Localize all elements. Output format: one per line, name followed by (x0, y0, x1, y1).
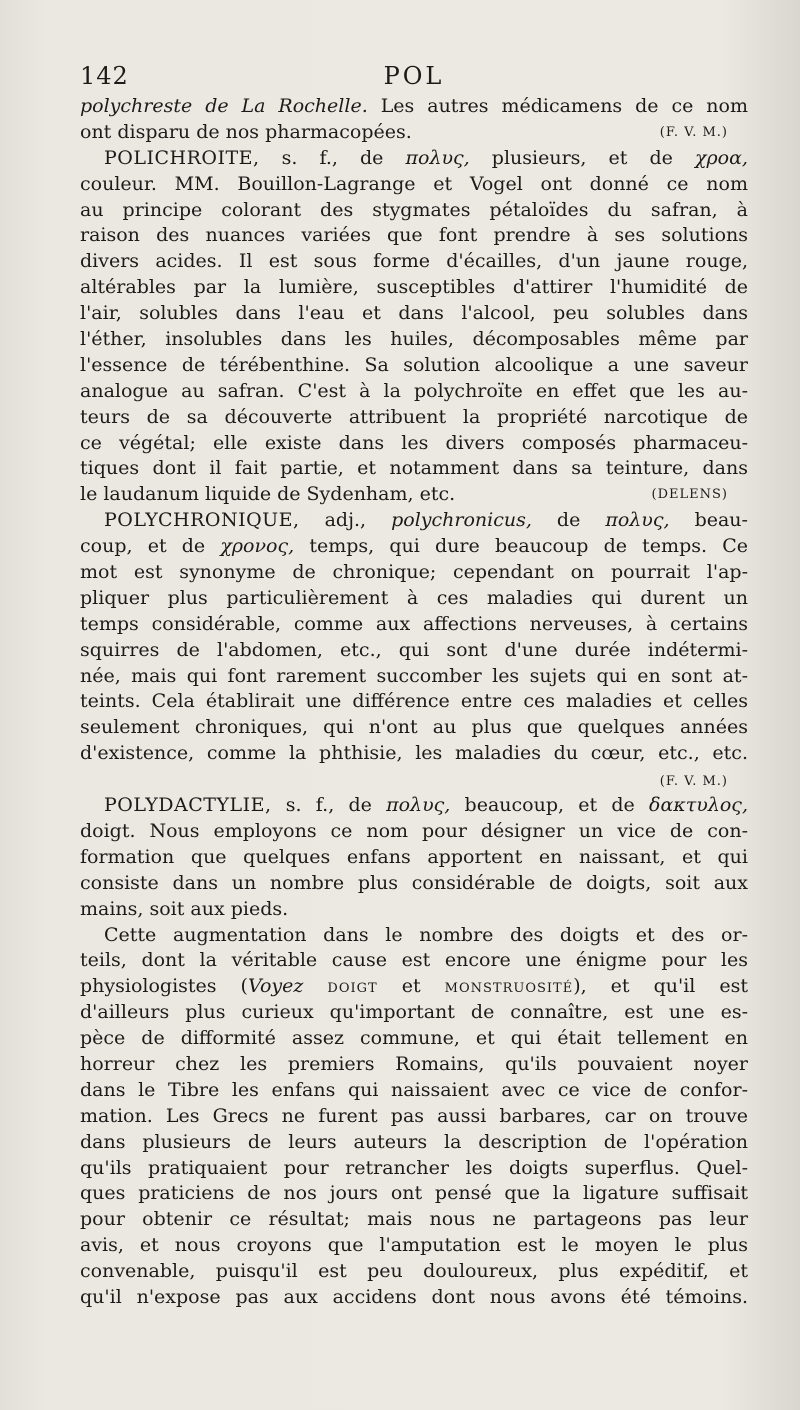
text-line: ques praticiens de nos jours ont pensé que la ligature suffisait (80, 1182, 748, 1205)
text-line: doigt. Nous employons ce nom pour désigner un vice de con- (80, 819, 748, 842)
text-line: née, mais qui font rarement succomber les sujets qui en sont at- (80, 664, 748, 687)
author-signature: (F. V. M.) (659, 124, 728, 140)
text-span: le laudanum liquide de Sydenham, etc. (80, 483, 456, 506)
text-line: l'air, solubles dans l'eau et dans l'alcool, peu solubles dans (80, 302, 748, 325)
text-line: pèce de difformité assez commune, et qui était tellement en (80, 1027, 748, 1050)
greek-term: πολυς, (386, 794, 451, 817)
entry-line-polydactylie (80, 793, 748, 819)
cross-reference-term: DOIGT (327, 981, 378, 997)
greek-term: πολυς, (405, 146, 470, 169)
text-line: teints. Cela établirait une différence entre ces maladies et celles (80, 690, 748, 713)
author-signature: (DELENS) (651, 487, 728, 503)
italic-title: polychreste de La Rochelle. (80, 95, 368, 117)
text-line: consiste dans un nombre plus considérable de doigts, soit aux (80, 871, 748, 894)
text-line: squirres de l'abdomen, etc., qui sont d'une durée indétermi- (80, 638, 748, 661)
text-line (80, 534, 748, 560)
text-line: ce végétal; elle existe dans les divers composés pharmaceu- (80, 431, 748, 454)
text-line: l'essence de térébenthine. Sa solution alcoolique a une saveur (80, 353, 748, 376)
text-line (80, 120, 748, 146)
text-line (80, 974, 748, 1000)
text-line: pliquer plus particulièrement à ces maladies qui durent un (80, 586, 748, 609)
text-span: et (401, 975, 421, 998)
text-line: d'ailleurs plus curieux qu'important de connaître, est une es- (80, 1001, 748, 1024)
text-line: qu'ils pratiquaient pour retrancher les doigts superflus. Quel- (80, 1156, 748, 1179)
text-line: d'existence, comme la phthisie, les maladies du cœur, etc., etc. (80, 742, 748, 765)
headword-polydactylie: POLYDACTYLIE, (104, 794, 272, 817)
page-header (80, 62, 748, 92)
page-body (80, 94, 748, 1311)
text-span: s. f., de (281, 146, 384, 169)
text-line: temps considérable, comme aux affections nerveuses, à certains (80, 612, 748, 635)
text-span: physiologistes ( (80, 975, 248, 998)
text-line: l'éther, insolubles dans les huiles, décomposables même par (80, 328, 748, 351)
text-line: au principe colorant des stygmates pétaloïdes du safran, à (80, 198, 748, 221)
text-line: avis, et nous croyons que l'amputation est le moyen le plus (80, 1234, 748, 1257)
text-span: adj., (324, 509, 367, 532)
text-line: divers acides. Il est sous forme d'écailles, d'un jaune rouge, (80, 250, 748, 273)
cross-reference-term: MONSTRUOSITÉ (444, 981, 574, 997)
text-span: plusieurs, et de (491, 146, 673, 169)
text-line: mation. Les Grecs ne furent pas aussi barbares, car on trouve (80, 1104, 748, 1127)
entry-line-polichroite (80, 146, 748, 172)
latin-term: polychronicus, (391, 509, 532, 532)
text-line: raison des nuances variées que font prendre à ses solutions (80, 224, 748, 247)
text-line (80, 94, 748, 120)
text-span: temps, qui dure beaucoup de temps. Ce (309, 535, 748, 558)
text-line: Cette augmentation dans le nombre des doigts et des or- (104, 923, 748, 946)
text-line: pour obtenir ce résultat; mais nous ne partageons pas leur (80, 1208, 748, 1231)
text-line: analogue au safran. C'est à la polychroïte en effet que les au- (80, 379, 748, 402)
text-line: horreur chez les premiers Romains, qu'ils pouvaient noyer (80, 1052, 748, 1075)
text-line: formation que quelques enfans apportent en naissant, et qui (80, 845, 748, 868)
cross-reference-label: Voyez (247, 975, 304, 998)
text-line: altérables par la lumière, susceptibles d'attirer l'humidité de (80, 276, 748, 299)
text-span: s. f., de (285, 794, 372, 817)
greek-term: χροα, (694, 146, 748, 169)
text-line: dans plusieurs de leurs auteurs la description de l'opération (80, 1130, 748, 1153)
headword-polichroite: POLICHROITE, (104, 146, 260, 169)
greek-term: χρονος, (220, 535, 295, 558)
text-span: Les autres médicamens de ce nom (380, 95, 748, 117)
greek-term: πολυς, (605, 509, 670, 532)
text-line: mains, soit aux pieds. (80, 897, 289, 920)
page-number: 142 (80, 62, 129, 90)
text-line: convenable, puisqu'il est peu douloureux, plus expéditif, et (80, 1260, 748, 1283)
text-line: teurs de sa découverte attribuent la propriété narcotique de (80, 405, 748, 428)
text-span: coup, et de (80, 535, 206, 558)
text-line: seulement chroniques, qui n'ont au plus que quelques années (80, 716, 748, 739)
text-span: de (556, 509, 581, 532)
text-line (80, 482, 748, 508)
headword-polychronique: POLYCHRONIQUE, (104, 509, 300, 532)
text-span: beau- (694, 509, 748, 532)
text-line: qu'il n'expose pas aux accidens dont nous avons été témoins. (80, 1285, 748, 1308)
text-line: teils, dont la véritable cause est encore une énigme pour les (80, 949, 748, 972)
author-signature: (F. V. M.) (659, 774, 728, 790)
greek-term: δακτυλος, (649, 794, 748, 817)
text-span: ), et qu'il est (573, 975, 748, 998)
signature-line (80, 767, 748, 793)
text-line: tiques dont il fait partie, et notamment dans sa teinture, dans (80, 457, 748, 480)
running-head: POL (383, 62, 445, 90)
text-line: couleur. MM. Bouillon-Lagrange et Vogel ont donné ce nom (80, 172, 748, 195)
text-span: beaucoup, et de (464, 794, 635, 817)
text-span: ont disparu de nos pharmacopées. (80, 120, 412, 143)
text-line: dans le Tibre les enfans qui naissaient avec ce vice de confor- (80, 1078, 748, 1101)
entry-line-polychronique (80, 508, 748, 534)
text-line: mot est synonyme de chronique; cependant on pourrait l'ap- (80, 561, 748, 584)
